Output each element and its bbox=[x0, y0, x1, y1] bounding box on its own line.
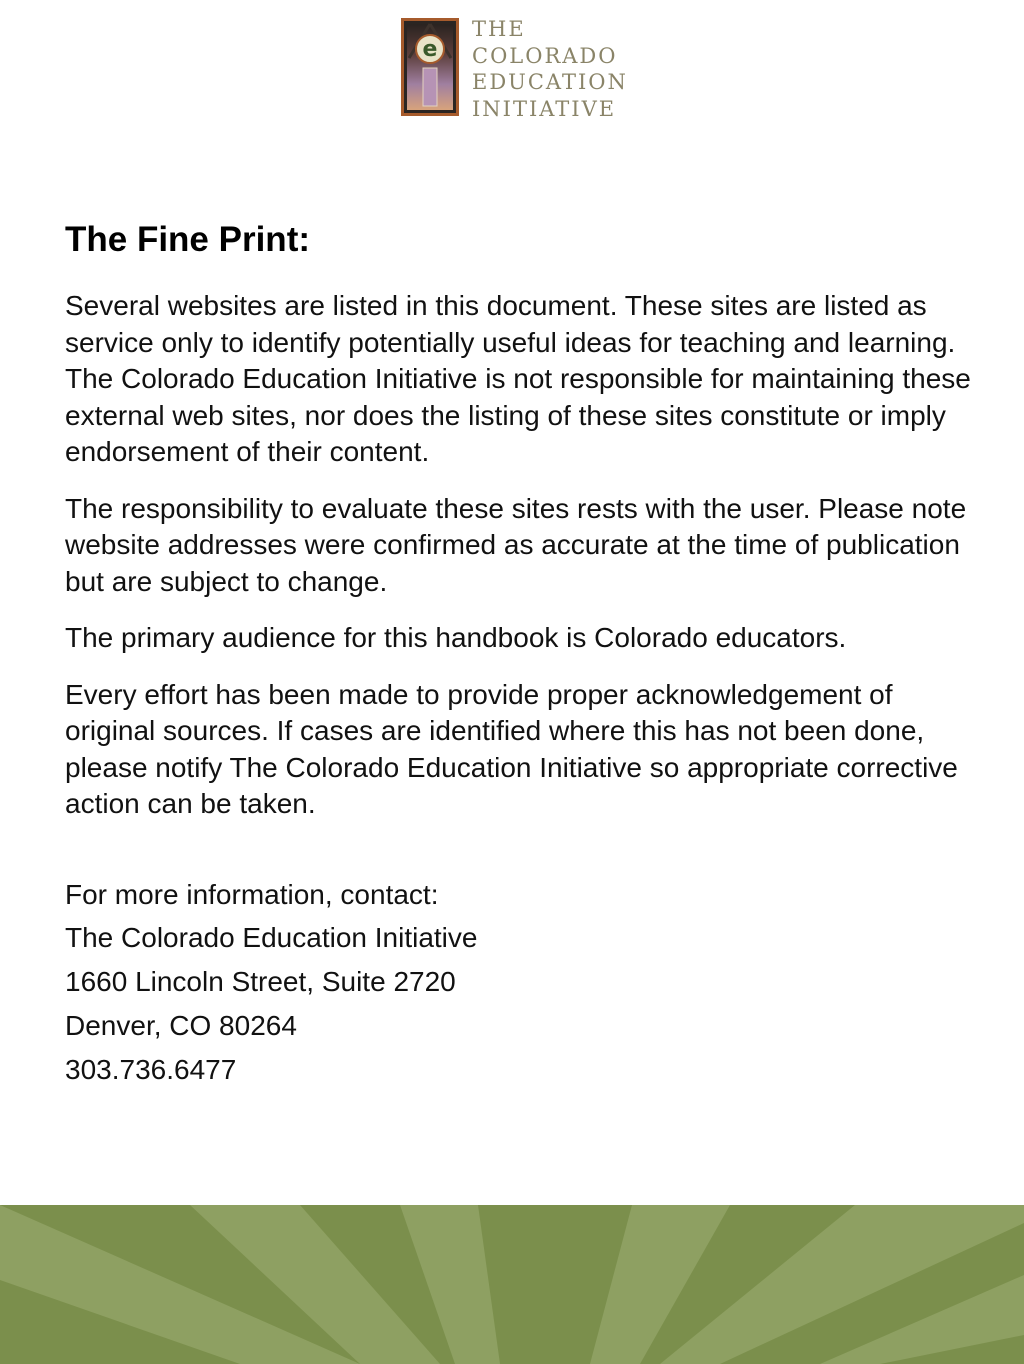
contact-intro: For more information, contact: bbox=[65, 878, 439, 910]
organization-logo bbox=[401, 16, 631, 120]
logo-mark-icon bbox=[401, 18, 459, 116]
paragraph-disclaimer: Several websites are listed in this document. These sites are listed as service only to identify potentially useful ideas for teaching and learning. The Colorado Education Initiative is not responsible for maintaining these external web sites, nor does the listing of these sites constitute or imply endorsement of their content. bbox=[65, 290, 971, 467]
page-title: The Fine Print: bbox=[65, 220, 310, 259]
logo-line: THE bbox=[472, 17, 526, 41]
logo-line: EDUCATION bbox=[472, 70, 628, 94]
contact-block bbox=[65, 873, 985, 1092]
logo-wordmark bbox=[472, 16, 628, 122]
contact-city: Denver, CO 80264 bbox=[65, 1009, 297, 1041]
paragraph-acknowledgement: Every effort has been made to provide proper acknowledgement of original sources. If cases are identified where this has not been done, please notify The Colorado Education Initiative so appropriate corrective action can be taken. bbox=[65, 678, 958, 819]
paragraph-audience: The primary audience for this handbook is Colorado educators. bbox=[65, 622, 847, 653]
contact-street: 1660 Lincoln Street, Suite 2720 bbox=[65, 966, 456, 998]
document-body bbox=[65, 218, 985, 1091]
contact-organization: The Colorado Education Initiative bbox=[65, 922, 478, 954]
paragraph-responsibility: The responsibility to evaluate these sites rests with the user. Please note website addresses were confirmed as accurate at the time of publication but are subject to change. bbox=[65, 492, 967, 597]
logo-line: COLORADO bbox=[472, 43, 618, 68]
contact-phone: 303.736.6477 bbox=[65, 1053, 237, 1085]
footer-sunburst-band bbox=[0, 1205, 1024, 1364]
logo-mark-letter: e bbox=[422, 37, 438, 62]
logo-line: INITIATIVE bbox=[472, 96, 617, 121]
